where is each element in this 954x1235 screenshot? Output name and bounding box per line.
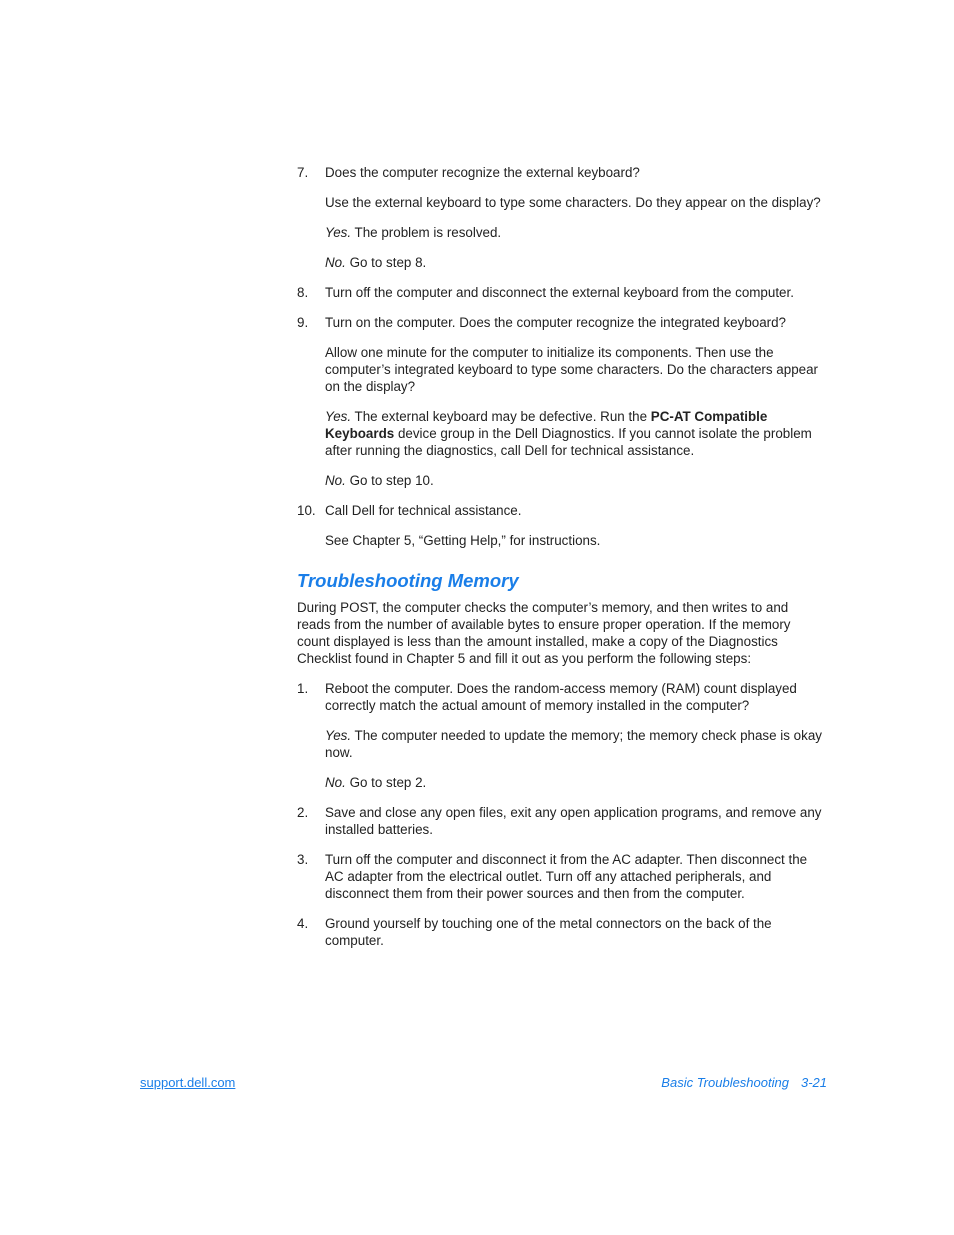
step-text: Reboot the computer. Does the random-access memory (RAM) count displayed correctly match the actual amount of memory installed in the computer? [325, 681, 797, 713]
no-answer [325, 254, 825, 271]
step-text: Turn off the computer and disconnect the external keyboard from the computer. [325, 285, 794, 300]
step-number: 2. [297, 805, 309, 820]
no-label: No. [325, 775, 346, 790]
section-heading: Troubleshooting Memory [297, 570, 519, 591]
step-number: 10. [297, 503, 316, 518]
yes-answer [325, 408, 825, 459]
list-item [297, 314, 825, 331]
page-footer [661, 1074, 827, 1091]
page-content [297, 164, 825, 962]
step-number: 1. [297, 681, 309, 696]
list-item [297, 284, 825, 301]
yes-text: The computer needed to update the memory; the memory check phase is okay now. [325, 728, 822, 760]
list-item [297, 915, 825, 949]
step-text: Ground yourself by touching one of the metal connectors on the back of the computer. [325, 916, 772, 948]
step-number: 3. [297, 852, 309, 867]
no-answer [325, 472, 825, 489]
yes-answer [325, 224, 825, 241]
no-text: Go to step 2. [345, 775, 427, 790]
step-text: Turn on the computer. Does the computer recognize the integrated keyboard? [325, 315, 787, 330]
step-detail: Use the external keyboard to type some characters. Do they appear on the display? [325, 195, 821, 210]
no-text: Go to step 10. [345, 473, 434, 488]
step-detail: Allow one minute for the computer to initialize its components. Then use the computer’s integrated keyboard to type some characters. Do the characters appear on the display? [325, 345, 818, 394]
yes-label: Yes. [325, 728, 352, 743]
list-item [297, 851, 825, 902]
no-text: Go to step 8. [345, 255, 427, 270]
no-label: No. [325, 473, 346, 488]
step-text: Does the computer recognize the external keyboard? [325, 165, 640, 180]
step-number: 4. [297, 916, 309, 931]
device-group-name: PC-AT Compatible Keyboards [325, 409, 768, 441]
yes-text: The problem is resolved. [351, 225, 502, 240]
list-item [297, 502, 825, 519]
list-item [297, 804, 825, 838]
yes-text-continued: device group in the Dell Diagnostics. If you cannot isolate the problem after running the diagnostics, call Dell for technical assistance. [325, 426, 812, 458]
yes-text: The external keyboard may be defective. Run the [351, 409, 651, 424]
yes-label: Yes. [325, 225, 352, 240]
no-answer [325, 774, 825, 791]
step-number: 7. [297, 165, 309, 180]
section-intro: During POST, the computer checks the computer’s memory, and then writes to and reads from the number of available bytes to ensure proper operation. If the memory count displayed is less than the amount installed, make a copy of the Diagnostics Checklist found in Chapter 5 and fill it out as you perform the following steps: [297, 600, 791, 666]
list-item [297, 164, 825, 181]
chapter-title: Basic Troubleshooting [661, 1075, 789, 1090]
no-label: No. [325, 255, 346, 270]
yes-label: Yes. [325, 409, 352, 424]
support-link[interactable]: support.dell.com [140, 1075, 236, 1090]
list-item [297, 680, 825, 714]
step-number: 9. [297, 315, 309, 330]
step-text: Call Dell for technical assistance. [325, 503, 522, 518]
yes-answer [325, 727, 825, 761]
page-number: 3-21 [800, 1075, 827, 1090]
step-detail: See Chapter 5, “Getting Help,” for instructions. [325, 533, 601, 548]
step-text: Save and close any open files, exit any open application programs, and remove any installed batteries. [325, 805, 822, 837]
step-number: 8. [297, 285, 309, 300]
step-text: Turn off the computer and disconnect it from the AC adapter. Then disconnect the AC adapter from the electrical outlet. Turn off any attached peripherals, and disconnect them from their power sources and then from the computer. [325, 852, 808, 901]
